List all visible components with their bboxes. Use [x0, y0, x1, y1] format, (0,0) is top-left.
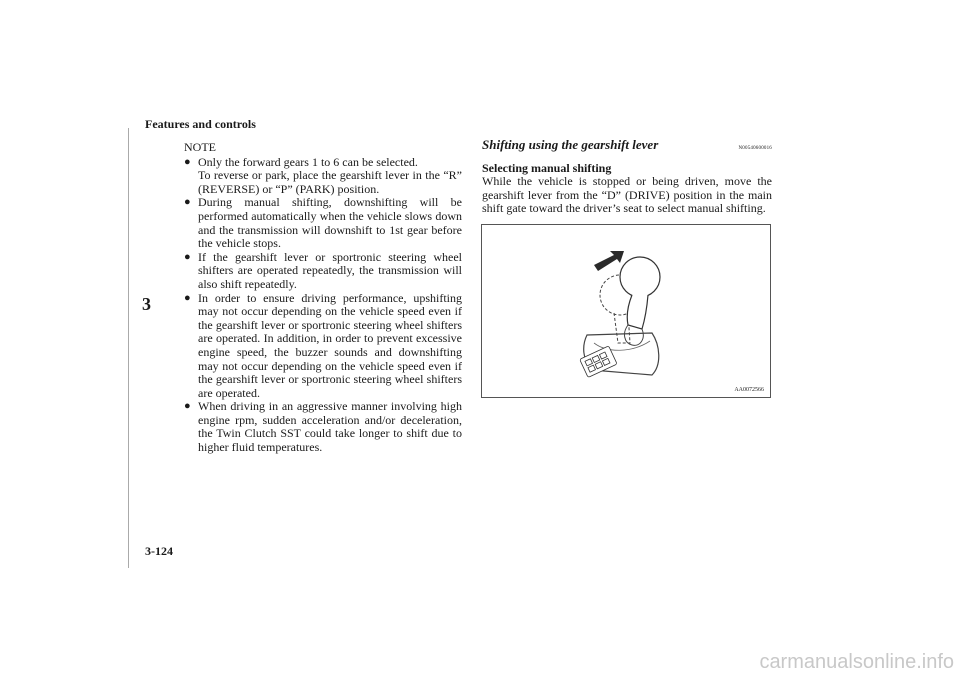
section-body: While the vehicle is stopped or being driven, move the gearshift lever from the “D” (DRIVE) position in the main shift gate toward the driver’s seat to select manual shifting. — [482, 174, 772, 216]
bullet-icon: ● — [184, 400, 191, 413]
section-heading — [482, 138, 772, 156]
section-heading-text: Shifting using the gearshift lever — [482, 137, 659, 152]
note-label: NOTE — [184, 140, 216, 154]
gearshift-figure — [481, 224, 771, 398]
note-item-line: When driving in an aggressive manner involving high engine rpm, sudden acceleration and/or deceleration, the Twin Clutch SST could take longer to shift due to higher fluid temperatures. — [198, 399, 462, 455]
note-item-text — [198, 400, 462, 454]
bullet-icon: ● — [184, 155, 191, 168]
bullet-icon: ● — [184, 291, 191, 304]
note-item-line: If the gearshift lever or sportronic steering wheel shifters are operated repeatedly, the transmission will also shift repeatedly. — [198, 249, 462, 291]
note-item-line: Only the forward gears 1 to 6 can be selected. — [198, 154, 418, 169]
note-item-text — [198, 156, 462, 197]
note-list — [184, 156, 462, 455]
watermark: carmanualsonline.info — [759, 651, 954, 673]
note-item-line: To reverse or park, place the gearshift lever in the “R” (REVERSE) or “P” (PARK) position. — [198, 168, 462, 196]
chapter-number: 3 — [142, 294, 151, 314]
note-item-text — [198, 196, 462, 250]
reference-code: N00540600016 — [738, 146, 772, 151]
bullet-icon: ● — [184, 196, 191, 209]
note-list-item — [184, 196, 462, 250]
note-item-line: In order to ensure driving performance, upshifting may not occur depending on the vehicle speed even if the gearshift lever or sportronic steering wheel shifters are operated. In addition, in order to prevent excessive engine speed, the buzzer sounds and downshifting may not occur depending on the vehicle speed even if the gearshift lever or sportronic steering wheel shifters are operated. — [198, 290, 462, 400]
header-title: Features and controls — [145, 117, 256, 131]
gearshift-lever-icon — [482, 225, 772, 399]
note-item-line: During manual shifting, downshifting will be performed automatically when the vehicle slows down and the transmission will downshift to 1st gear before the vehicle stops. — [198, 195, 462, 251]
section-subheading: Selecting manual shifting — [482, 160, 612, 175]
note-list-item — [184, 400, 462, 454]
bullet-icon: ● — [184, 250, 191, 263]
note-item-text — [198, 292, 462, 401]
note-item-text — [198, 251, 462, 292]
note-list-item — [184, 292, 462, 401]
note-list-item — [184, 156, 462, 197]
page-number: 3-124 — [145, 544, 173, 558]
chapter-tab-divider — [128, 128, 139, 568]
figure-label: AA0072566 — [734, 387, 764, 393]
note-list-item — [184, 251, 462, 292]
section-block — [482, 138, 772, 216]
note-block — [184, 141, 462, 455]
